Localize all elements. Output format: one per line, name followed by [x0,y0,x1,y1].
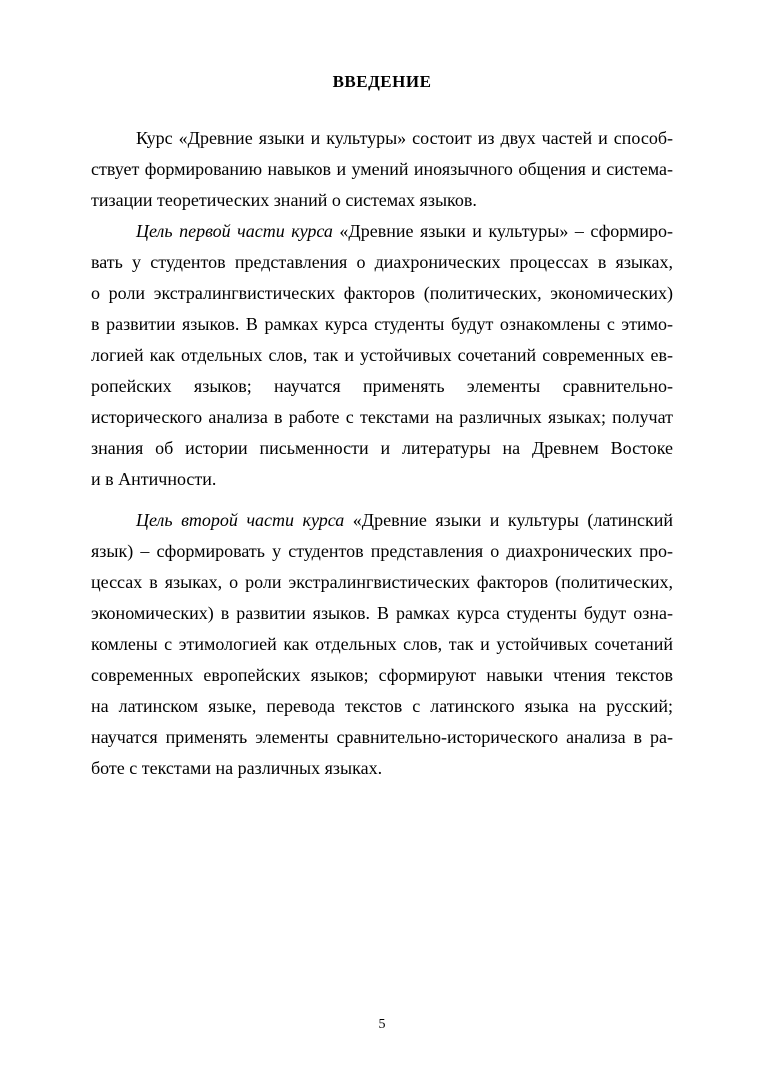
paragraph-line: Курс «Древние языки и культуры» состоит из двух частей и способ- [136,128,673,148]
paragraph-2 [91,216,673,495]
paragraph-line: знания об истории письменности и литературы на Древнем Востоке [91,438,673,458]
paragraph-line: современных европейских языков; сформируют навыки чтения текстов [91,665,673,685]
paragraph-line: в развитии языков. В рамках курса студенты будут ознакомлены с этимо- [91,314,673,334]
paragraph-line: логией как отдельных слов, так и устойчивых сочетаний современных ев- [91,345,673,365]
paragraph-lead-rest: «Древние языки и культуры (латинский [344,510,673,530]
page-title: ВВЕДЕНИЕ [332,72,432,91]
paragraph-line: о роли экстралингвистических факторов (политических, экономических) [91,283,673,303]
paragraph-line [91,505,673,536]
paragraph-line: комлены с этимологией как отдельных слов, так и устойчивых сочетаний [91,634,673,654]
paragraph-line: и в Античности. [91,469,217,489]
paragraph-line: ропейских языков; научатся применять элементы сравнительно- [91,376,673,396]
paragraph-1 [91,123,673,216]
paragraph-lead-italic: Цель второй части курса [136,510,345,530]
paragraph-line: боте с текстами на различных языках. [91,758,383,778]
page-number: 5 [378,1017,386,1032]
paragraph-line: исторического анализа в работе с текстами на различных языках; получат [91,407,673,427]
paragraph-line: на латинском языке, перевода текстов с латинского языка на русский; [91,696,673,716]
paragraph-line: ствует формированию навыков и умений иноязычного общения и система- [91,159,673,179]
paragraph-line: вать у студентов представления о диахронических процессах в языках, [91,252,673,272]
paragraph-lead-italic: Цель первой части курса [136,221,333,241]
paragraph-line [91,216,673,247]
document-body [91,123,673,784]
paragraph-line: экономических) в развитии языков. В рамках курса студенты будут озна- [91,603,673,623]
paragraph-line: научатся применять элементы сравнительно-исторического анализа в ра- [91,727,673,747]
paragraph-line: язык) – сформировать у студентов представления о диахронических про- [91,541,673,561]
paragraph-line: тизации теоретических знаний о системах языков. [91,190,477,210]
paragraph-lead-rest: «Древние языки и культуры» – сформиро- [332,221,673,241]
paragraph-line: цессах в языках, о роли экстралингвистических факторов (политических, [91,572,673,592]
paragraph-3 [91,505,673,784]
